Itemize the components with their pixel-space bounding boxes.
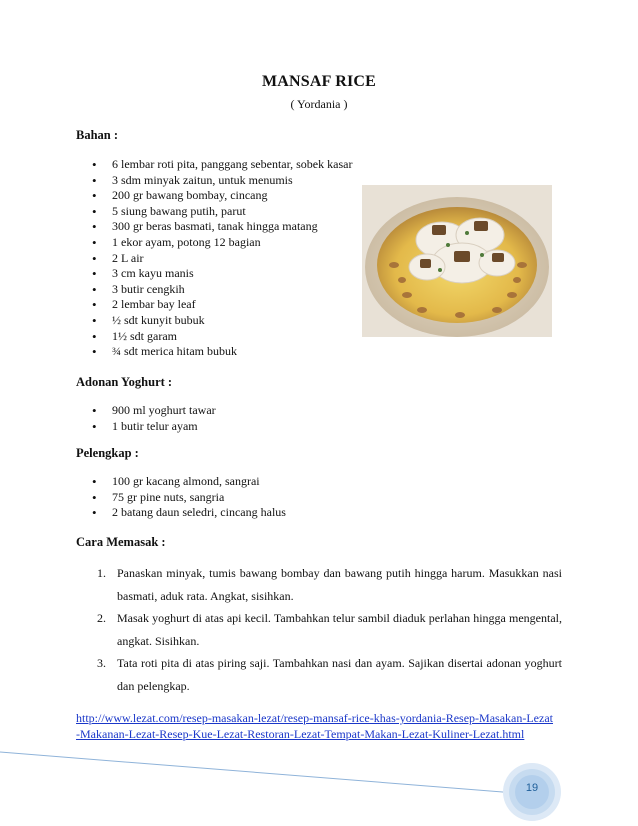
list-item: • 3 sdm minyak zaitun, untuk menumis bbox=[0, 173, 352, 189]
list-item: • 2 L air bbox=[0, 251, 352, 267]
heading-cara-memasak: Cara Memasak : bbox=[76, 535, 166, 549]
source-link[interactable]: http://www.lezat.com/resep-masakan-lezat/resep-mansaf-rice-khas-yordania-Resep-Masakan-Lezat-Makanan-Lezat-Resep-Kue-Lezat-Restoran-Lezat-Tempat-Makan-Lezat-Kuliner-Lezat.html bbox=[76, 711, 553, 741]
page-number: 19 bbox=[525, 782, 539, 794]
step-text: Masak yoghurt di atas api kecil. Tambahkan telur sambil diaduk perlahan hingga mengental, angkat. Sisihkan. bbox=[117, 611, 562, 648]
list-item: • 3 butir cengkih bbox=[0, 282, 352, 298]
list-item: • 1 ekor ayam, potong 12 bagian bbox=[0, 235, 352, 251]
heading-pelengkap: Pelengkap : bbox=[76, 446, 139, 460]
list-item: • ¾ sdt merica hitam bubuk bbox=[0, 344, 352, 360]
step-number: 1. bbox=[97, 566, 106, 580]
list-item: • 2 batang daun seledri, cincang halus bbox=[0, 505, 286, 521]
list-item: • 900 ml yoghurt tawar bbox=[0, 403, 216, 419]
step-number: 2. bbox=[97, 611, 106, 625]
list-item: • 1½ sdt garam bbox=[0, 329, 352, 345]
heading-adonan-yoghurt: Adonan Yoghurt : bbox=[76, 375, 173, 389]
list-item: • 100 gr kacang almond, sangrai bbox=[0, 474, 286, 490]
list-item: • 75 gr pine nuts, sangria bbox=[0, 490, 286, 506]
list-item: • 1 butir telur ayam bbox=[0, 419, 216, 435]
list-item: • 2 lembar bay leaf bbox=[0, 297, 352, 313]
heading-bahan: Bahan : bbox=[76, 128, 119, 142]
list-item: • 3 cm kayu manis bbox=[0, 266, 352, 282]
recipe-title: MANSAF RICE bbox=[261, 73, 377, 90]
step-number: 3. bbox=[97, 656, 106, 670]
step-text: Panaskan minyak, tumis bawang bombay dan bawang putih hingga harum. Masukkan nasi basmati, aduk rata. Angkat, sisihkan. bbox=[117, 566, 562, 603]
list-item: • 300 gr beras basmati, tanak hingga matang bbox=[0, 219, 352, 235]
list-item: • 6 lembar roti pita, panggang sebentar, sobek kasar bbox=[0, 157, 352, 173]
list-item: • 200 gr bawang bombay, cincang bbox=[0, 188, 352, 204]
list-item: • 5 siung bawang putih, parut bbox=[0, 204, 352, 220]
step-text: Tata roti pita di atas piring saji. Tambahkan nasi dan ayam. Sajikan disertai adonan yoghurt dan pelengkap. bbox=[117, 656, 562, 693]
recipe-origin: ( Yordania ) bbox=[290, 97, 348, 111]
list-item: • ½ sdt kunyit bubuk bbox=[0, 313, 352, 329]
